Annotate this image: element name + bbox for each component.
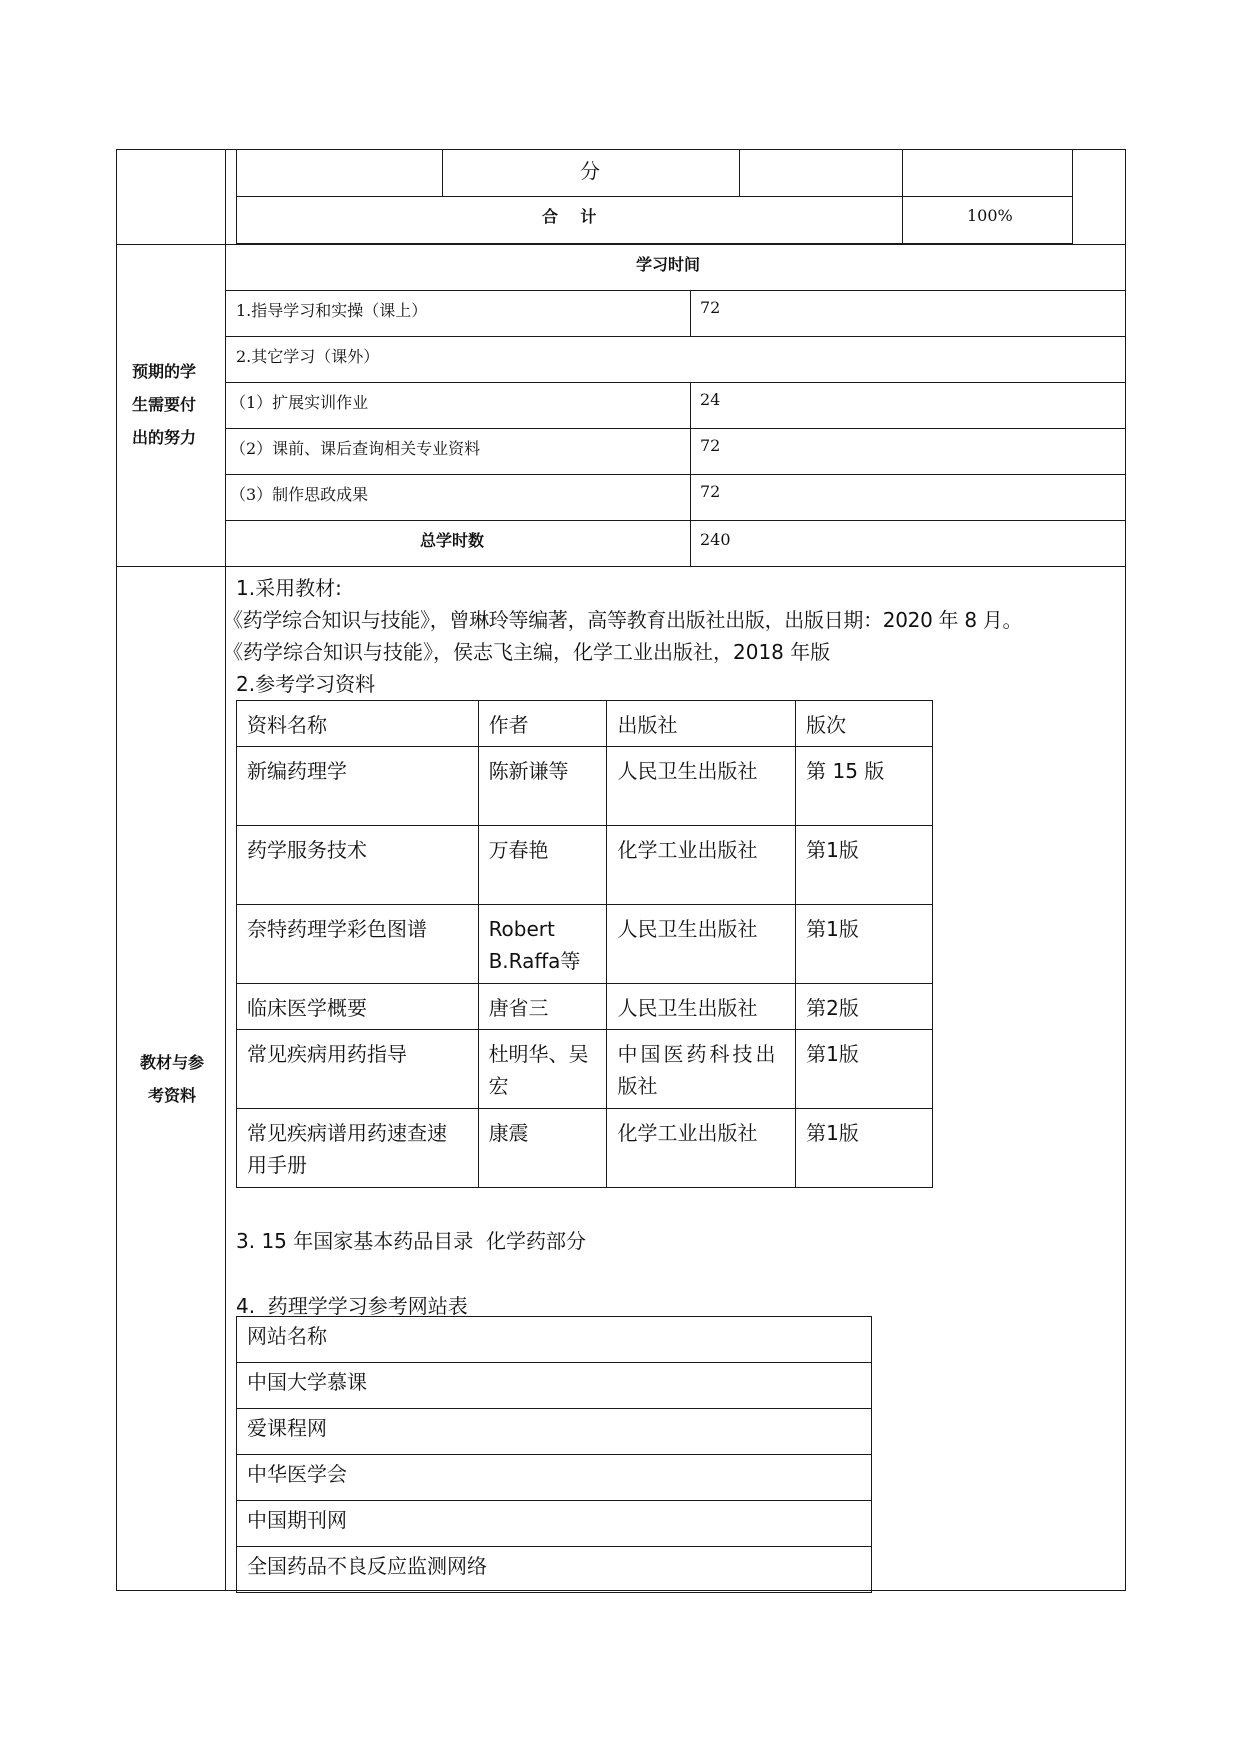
table-header-cell: 作者 [478, 701, 607, 747]
ref-edition: 第2版 [796, 984, 933, 1030]
section-divider [116, 244, 1126, 245]
effort-total-label: 总学时数 [420, 531, 485, 550]
table-row [237, 1109, 933, 1188]
ref-author: 杜明华、吴 宏 [478, 1030, 607, 1109]
table-row [237, 1317, 872, 1363]
ref-edition: 第1版 [796, 1109, 933, 1188]
effort-side-label: 预期的学 生需要付 出的努力 [132, 362, 197, 447]
ref-author: 陈新谦等 [478, 747, 607, 826]
ref-name: 奈特药理学彩色图谱 [237, 905, 479, 984]
ref-name: 常见疾病用药指导 [237, 1030, 479, 1109]
effort-row-divider [225, 382, 1126, 383]
table-row [237, 1547, 872, 1593]
ref-publisher: 人民卫生出版社 [607, 984, 796, 1030]
ref-name: 新编药理学 [237, 747, 479, 826]
effort-row-divider [225, 520, 1126, 521]
grading-cell-text: 分 [580, 159, 600, 183]
effort-total-value: 240 [700, 530, 731, 549]
reference-table [236, 700, 933, 1188]
materials-heading-2: 2.参考学习资料 [236, 672, 376, 696]
table-row [237, 1363, 872, 1409]
table-row [237, 984, 933, 1030]
ref-author: Robert B.Raffa等 [478, 905, 607, 984]
ref-publisher: 人民卫生出版社 [607, 747, 796, 826]
ref-author: 康震 [478, 1109, 607, 1188]
effort-row-value: 72 [700, 482, 721, 501]
effort-row-value: 72 [700, 298, 721, 317]
table-row [237, 701, 933, 747]
ref-publisher: 中国医药科技出 版社 [607, 1030, 796, 1109]
effort-row-value: 72 [700, 436, 721, 455]
ref-name: 临床医学概要 [237, 984, 479, 1030]
table-row [237, 1409, 872, 1455]
table-header-cell: 出版社 [607, 701, 796, 747]
website-table [236, 1316, 872, 1593]
ref-edition: 第1版 [796, 826, 933, 905]
table-header-cell: 版次 [796, 701, 933, 747]
effort-col-divider [690, 290, 691, 336]
textbook-2: 《药学综合知识与技能》，侯志飞主编，化学工业出版社，2018 年版 [223, 640, 831, 664]
grading-col-divider [739, 149, 740, 196]
grading-col-divider [442, 149, 443, 196]
website-item: 中国大学慕课 [237, 1363, 872, 1409]
materials-heading-1: 1.采用教材: [236, 576, 342, 600]
website-item: 中国期刊网 [237, 1501, 872, 1547]
materials-side-label: 教材与参 考资料 [139, 1053, 204, 1105]
table-row [237, 826, 933, 905]
textbook-1: 《药学综合知识与技能》，曾琳玲等编著，高等教育出版社出版，出版日期：2020 年 8 月。 [223, 608, 1023, 632]
ref-edition: 第1版 [796, 1030, 933, 1109]
effort-col-divider [690, 382, 691, 566]
grading-total-label: 合 计 [542, 207, 597, 226]
ref-author: 万春艳 [478, 826, 607, 905]
table-row [237, 1455, 872, 1501]
effort-row-divider [225, 474, 1126, 475]
website-header: 网站名称 [237, 1317, 872, 1363]
table-row [237, 905, 933, 984]
grading-row-divider [236, 196, 1073, 197]
effort-row-label: （2）课前、课后查询相关专业资料 [230, 439, 481, 458]
effort-row-divider [225, 336, 1126, 337]
effort-row-label: 2.其它学习（课外） [236, 347, 380, 366]
ref-name: 药学服务技术 [237, 826, 479, 905]
website-item: 爱课程网 [237, 1409, 872, 1455]
ref-name: 常见疾病谱用药速查速 用手册 [237, 1109, 479, 1188]
section-divider [116, 566, 1126, 567]
ref-publisher: 人民卫生出版社 [607, 905, 796, 984]
table-row [237, 1501, 872, 1547]
ref-publisher: 化学工业出版社 [607, 1109, 796, 1188]
table-header-cell: 资料名称 [237, 701, 479, 747]
website-item: 全国药品不良反应监测网络 [237, 1547, 872, 1593]
effort-row-divider [225, 290, 1126, 291]
effort-header: 学习时间 [636, 255, 701, 274]
effort-row-label: （1）扩展实训作业 [230, 393, 369, 412]
website-item: 中华医学会 [237, 1455, 872, 1501]
label-column-divider [225, 149, 226, 1591]
effort-row-divider [225, 428, 1126, 429]
ref-edition: 第 15 版 [796, 747, 933, 826]
grading-col-divider [902, 149, 903, 244]
table-row [237, 747, 933, 826]
materials-heading-4: 4. 药理学学习参考网站表 [236, 1294, 468, 1318]
ref-publisher: 化学工业出版社 [607, 826, 796, 905]
grading-total-value: 100% [967, 206, 1013, 225]
materials-heading-3: 3. 15 年国家基本药品目录 化学药部分 [236, 1229, 586, 1253]
ref-edition: 第1版 [796, 905, 933, 984]
effort-row-label: （3）制作思政成果 [230, 485, 369, 504]
ref-author: 唐省三 [478, 984, 607, 1030]
effort-row-label: 1.指导学习和实操（课上） [236, 301, 428, 320]
table-row [237, 1030, 933, 1109]
effort-row-value: 24 [700, 390, 721, 409]
